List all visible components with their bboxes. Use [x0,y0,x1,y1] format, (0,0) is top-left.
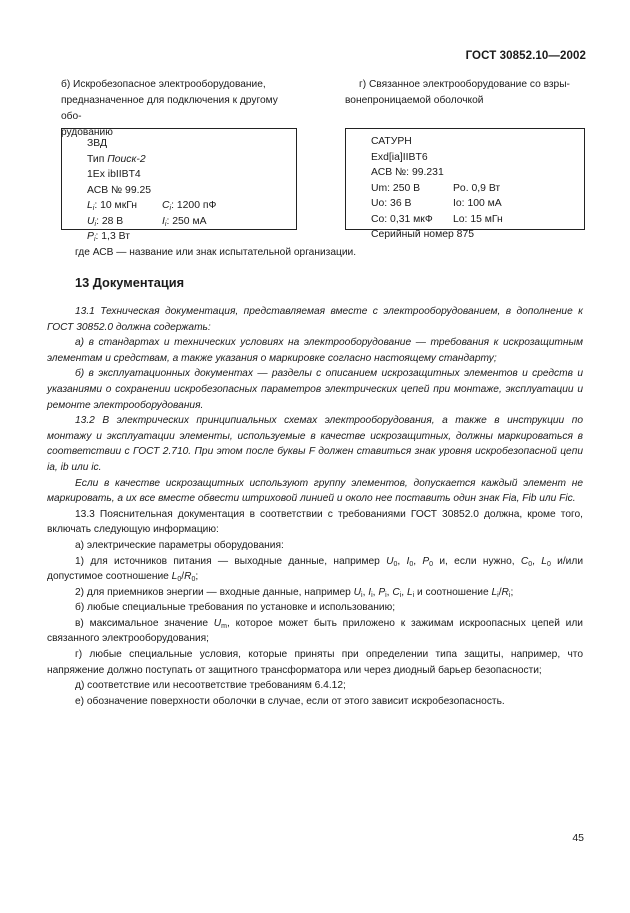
left-marking-box [61,128,297,243]
param-row-co-lo: Co: 0,31 мкФ Lo: 15 мГн [371,213,503,225]
serial-number: Серийный номер 875 [371,229,475,240]
paragraph-13-2: 13.2 В электрических принципиальных схемах электрооборудования, а также в инструкции по монтажу и эксплуатации элементы, используемые в качестве искрозащитных, должны маркироваться в соответствии с ГОСТ 2.710. При этом после буквы F должен ставиться знак уровня искробезопасной цепи ia, ib или ic. [47,415,583,473]
paragraph-13-3-a-2: 2) для приемников энергии — входные данные, например $U_i$, $I_i$, $P_i$, $C_i$, $L_i$ и соотношение $L_i/R_i$; [75,586,514,599]
paragraph-13-3-a-1: 1) для источников питания — выходные данные, например $U_0$, $I_0$, $P_0$ и, если нужно, $C_0$, $L_0$ и/или допустимое соотношение $L_0/R_0$; [47,555,584,584]
paragraph-13-3-a: а) электрические параметры оборудования: [75,539,284,551]
device-name: ЗВД [87,138,108,149]
paragraph-13-1-a: а) в стандартах и технических условиях на электрооборудование — требования к искрозащитным элементам и средствам, а также указания о маркировке согласно настоящему стандарту; [47,337,583,364]
footnote: где АСВ — название или знак испытательной организации. [75,247,357,258]
section-body [47,304,583,709]
param-row-uo-io: Uo: 36 В Io: 100 мА [371,198,502,209]
paragraph-13-1: 13.1 Техническая документация, представляемая вместе с электрооборудованием, в дополнение к ГОСТ 30852.0 должна содержать: [47,306,583,333]
document-header: ГОСТ 30852.10—2002 [465,50,586,62]
paragraph-13-3-d: д) соответствие или несоответствие требованиям 6.4.12; [75,680,346,692]
paragraph-13-1-b: б) в эксплуатационных документах — разделы с описанием искрозащитных элементов и средств и указаниями о сохранении искробезопасных параметров электрических цепей при монтаже, эксплуатации и ремонте электрооборудования. [47,368,583,411]
param-row-p: $P_i$: 1,3 Вт [87,231,130,243]
section-title: 13 Документация [75,275,185,290]
device-type: Тип Поиск-2 [87,153,146,165]
protection-marking: Exd[ia]IIBT6 [371,151,428,163]
paragraph-13-3: 13.3 Пояснительная документация в соответствии с требованиями ГОСТ 30852.0 должна, кроме того, включать следующую информацию: [47,508,583,536]
right-marking-box [345,128,585,240]
right-figure-caption: г) Связанное электрооборудование со взры- вонепроницаемой оболочкой [345,79,570,106]
paragraph-13-3-b: б) любые специальные требования по установке и использованию; [75,602,396,614]
left-figure-caption: б) Искробезопасное электрооборудование, предназначенное для подключения к другому обо- рудованию [61,79,278,138]
certificate-number: АСВ №: 99.231 [371,167,444,178]
protection-marking: 1Ex ibIIBT4 [87,169,141,180]
certificate-number: АСВ № 99.25 [87,184,152,196]
param-row-l-c: $L_i$: 10 мкГн $C_i$: 1200 пФ [87,200,217,212]
paragraph-13-2-b: Если в качестве искрозащитных используют группу элементов, допускается каждый элемент не маркировать, а их все вместе обвести штриховой линией и около нее поставить один знак Fia, Fib или Fic. [47,477,583,505]
param-row-um-po: Um: 250 В Po. 0,9 Вт [371,182,501,194]
device-name: САТУРН [371,136,412,147]
paragraph-13-3-v: в) максимальное значение $U_m$, которое может быть приложено к зажимам искроопасных цепей или связанного электрооборудования; [47,617,583,645]
param-row-u-i: $U_i$: 28 В $I_i$: 250 мА [87,215,207,228]
page-number: 45 [572,832,584,844]
paragraph-13-3-g: г) любые специальные условия, которые приняты при определении типа защиты, например, что напряжение должно поступать от защитного трансформатора или через диодный барьер безопасности; [47,649,583,676]
paragraph-13-3-e: е) обозначение поверхности оболочки в случае, если от этого зависит искробезопасность. [75,695,505,707]
